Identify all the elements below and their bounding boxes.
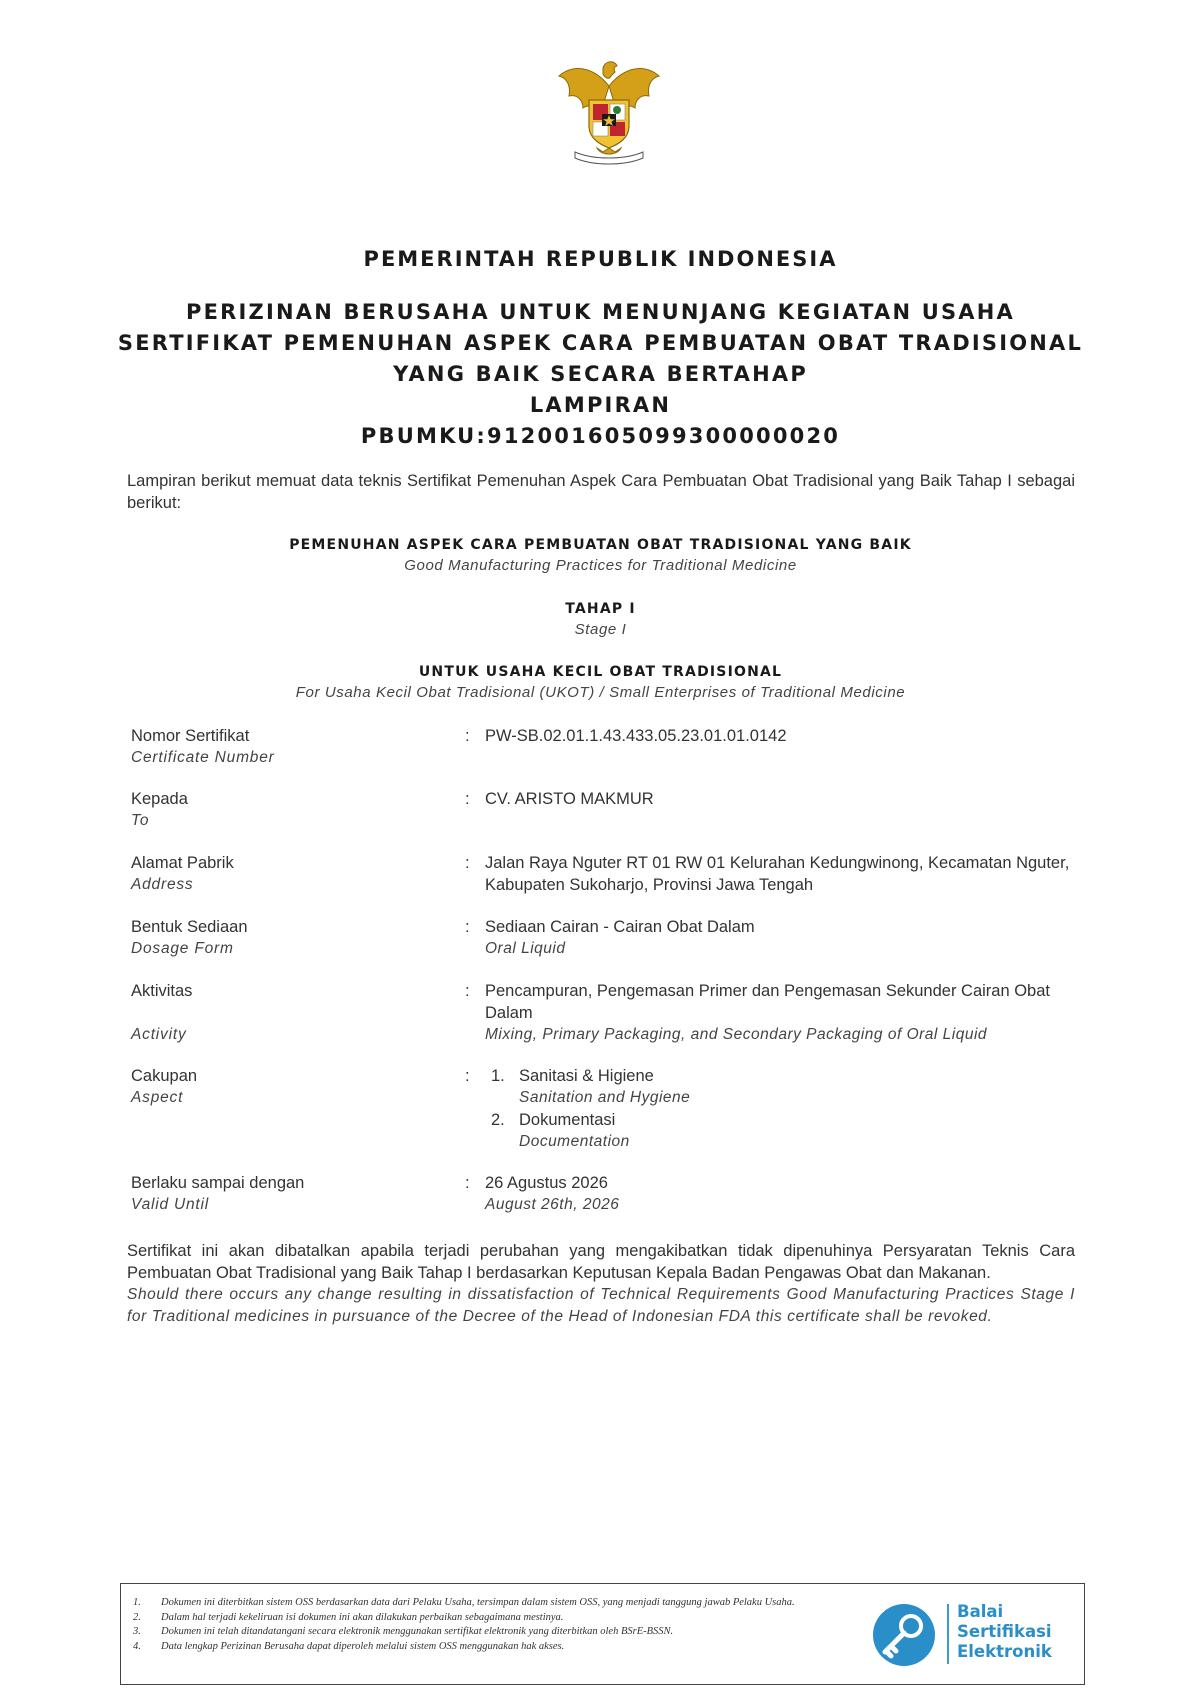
field-colon: :: [465, 1174, 470, 1192]
field-colon: :: [465, 918, 470, 936]
field-value-en: Mixing, Primary Packaging, and Secondary Packaging of Oral Liquid: [485, 1026, 988, 1043]
field-label-en: Activity: [131, 1026, 187, 1043]
field-value: PW-SB.02.01.1.43.433.05.23.01.01.0142: [485, 727, 787, 745]
field-label-en: Certificate Number: [131, 749, 275, 766]
aspect-number: 1.: [491, 1067, 505, 1085]
revocation-text-en: Should there occurs any change resulting in dissatisfaction of Technical Requirements Good Manufacturing Practices Stage I for Traditional medicines in pursuance of the Decree of the Head of Indonesian FDA this certificate shall be revoked.: [127, 1286, 1075, 1325]
field-label-en: Address: [131, 876, 194, 893]
field-colon: :: [465, 727, 470, 745]
disclaimer-number: 2.: [133, 1611, 141, 1623]
aspect-item: [485, 1065, 1075, 1109]
government-heading: PEMERINTAH REPUBLIK INDONESIA: [363, 247, 838, 271]
disclaimer-item: [133, 1611, 873, 1626]
aspect-number: 2.: [491, 1111, 505, 1129]
revocation-note: [127, 1240, 1075, 1328]
bsre-line: Sertifikasi: [957, 1622, 1052, 1641]
section-subtitle: For Usaha Kecil Obat Tradisional (UKOT) / Small Enterprises of Traditional Medicine: [295, 684, 906, 701]
field-value-en: August 26th, 2026: [485, 1196, 620, 1213]
disclaimer-item: [133, 1640, 873, 1655]
field-label: Bentuk Sediaan: [131, 918, 248, 936]
field-label: Nomor Sertifikat: [131, 727, 250, 745]
disclaimer-number: 4.: [133, 1640, 141, 1652]
section-ukot: [0, 664, 1201, 701]
field-label-en: Valid Until: [131, 1196, 210, 1213]
disclaimer-number: 1.: [133, 1597, 141, 1608]
title-line-1: PERIZINAN BERUSAHA UNTUK MENUNJANG KEGIATAN USAHA: [186, 300, 1015, 324]
aspect-item: [485, 1109, 1075, 1153]
title-line-4: LAMPIRAN: [529, 393, 672, 417]
aspect-value: Sanitasi & Higiene: [519, 1067, 654, 1085]
disclaimer-text: Dokumen ini diterbitkan sistem OSS berdasarkan data dari Pelaku Usaha, tersimpan dalam sistem OSS, yang menjadi tanggung jawab Pelaku Usaha.: [161, 1597, 795, 1608]
field-label-en: To: [131, 812, 150, 829]
field-colon: :: [465, 1067, 470, 1085]
field-colon: :: [465, 790, 470, 808]
field-value: Pencampuran, Pengemasan Primer dan Pengemasan Sekunder Cairan Obat Dalam: [485, 982, 1050, 1022]
disclaimer-text: Dokumen ini telah ditandatangani secara elektronik menggunakan sertifikat elektronik yang diterbitkan oleh BSrE-BSSN.: [161, 1626, 674, 1637]
title-line-2: SERTIFIKAT PEMENUHAN ASPEK CARA PEMBUATAN OBAT TRADISIONAL: [117, 331, 1084, 355]
field-label-en: Dosage Form: [131, 940, 234, 957]
section-subtitle: Stage I: [574, 621, 627, 638]
aspect-value-en: Sanitation and Hygiene: [519, 1089, 691, 1106]
disclaimer-number: 3.: [133, 1626, 141, 1637]
field-label: Cakupan: [131, 1067, 198, 1085]
aspect-value-en: Documentation: [519, 1133, 630, 1150]
disclaimer-list: [133, 1596, 873, 1654]
document-title: [0, 297, 1201, 452]
title-line-3: YANG BAIK SECARA BERTAHAP: [393, 362, 808, 386]
field-value-en: Oral Liquid: [485, 940, 566, 957]
field-value: Jalan Raya Nguter RT 01 RW 01 Kelurahan Kedungwinong, Kecamatan Nguter, Kabupaten Sukoharjo, Provinsi Jawa Tengah: [485, 854, 1070, 894]
bsre-line: Elektronik: [957, 1642, 1052, 1661]
field-label: Kepada: [131, 790, 188, 808]
field-label: Aktivitas: [131, 982, 193, 1000]
section-title: UNTUK USAHA KECIL OBAT TRADISIONAL: [418, 664, 783, 680]
revocation-text: Sertifikat ini akan dibatalkan apabila terjadi perubahan yang mengakibatkan tidak dipenuhinya Persyaratan Teknis Cara Pembuatan Obat Tradisional yang Baik Tahap I berdasarkan Keputusan Kepala Badan Pengawas Obat dan Makanan.: [127, 1242, 1075, 1282]
field-colon: :: [465, 982, 470, 1000]
field-label: Alamat Pabrik: [131, 854, 234, 872]
disclaimer-item: [133, 1625, 873, 1640]
field-colon: :: [465, 854, 470, 872]
field-value: CV. ARISTO MAKMUR: [485, 790, 654, 808]
bsre-key-icon: [871, 1602, 937, 1668]
disclaimer-box: [120, 1583, 1085, 1685]
disclaimer-text: Dalam hal terjadi kekeliruan isi dokumen ini akan dilakukan perbaikan sebagaimana mestinya.: [161, 1611, 564, 1623]
intro-paragraph: Lampiran berikut memuat data teknis Sertifikat Pemenuhan Aspek Cara Pembuatan Obat Tradisional yang Baik Tahap I sebagai berikut:: [127, 472, 1075, 512]
section-title: TAHAP I: [565, 601, 636, 617]
garuda-emblem-icon: [553, 56, 665, 168]
disclaimer-text: Data lengkap Perizinan Berusaha dapat diperoleh melalui sistem OSS menggunakan hak akses.: [161, 1640, 565, 1652]
pbumku-number: PBUMKU:912001605099300000020: [360, 424, 841, 448]
section-gmp: [0, 537, 1201, 574]
bsre-divider: [947, 1604, 949, 1664]
field-value: Sediaan Cairan - Cairan Obat Dalam: [485, 918, 755, 936]
bsre-logo: [871, 1598, 1071, 1670]
section-title: PEMENUHAN ASPEK CARA PEMBUATAN OBAT TRADISIONAL YANG BAIK: [289, 537, 912, 553]
field-value: 26 Agustus 2026: [485, 1174, 608, 1192]
bsre-wordmark: [957, 1602, 1052, 1662]
bsre-line: Balai: [957, 1602, 1004, 1621]
aspect-value: Dokumentasi: [519, 1111, 616, 1129]
section-stage: [0, 601, 1201, 638]
field-label: Berlaku sampai dengan: [131, 1174, 305, 1192]
field-label-en: Aspect: [131, 1089, 184, 1106]
section-subtitle: Good Manufacturing Practices for Traditional Medicine: [404, 557, 797, 574]
disclaimer-item: [133, 1596, 873, 1611]
